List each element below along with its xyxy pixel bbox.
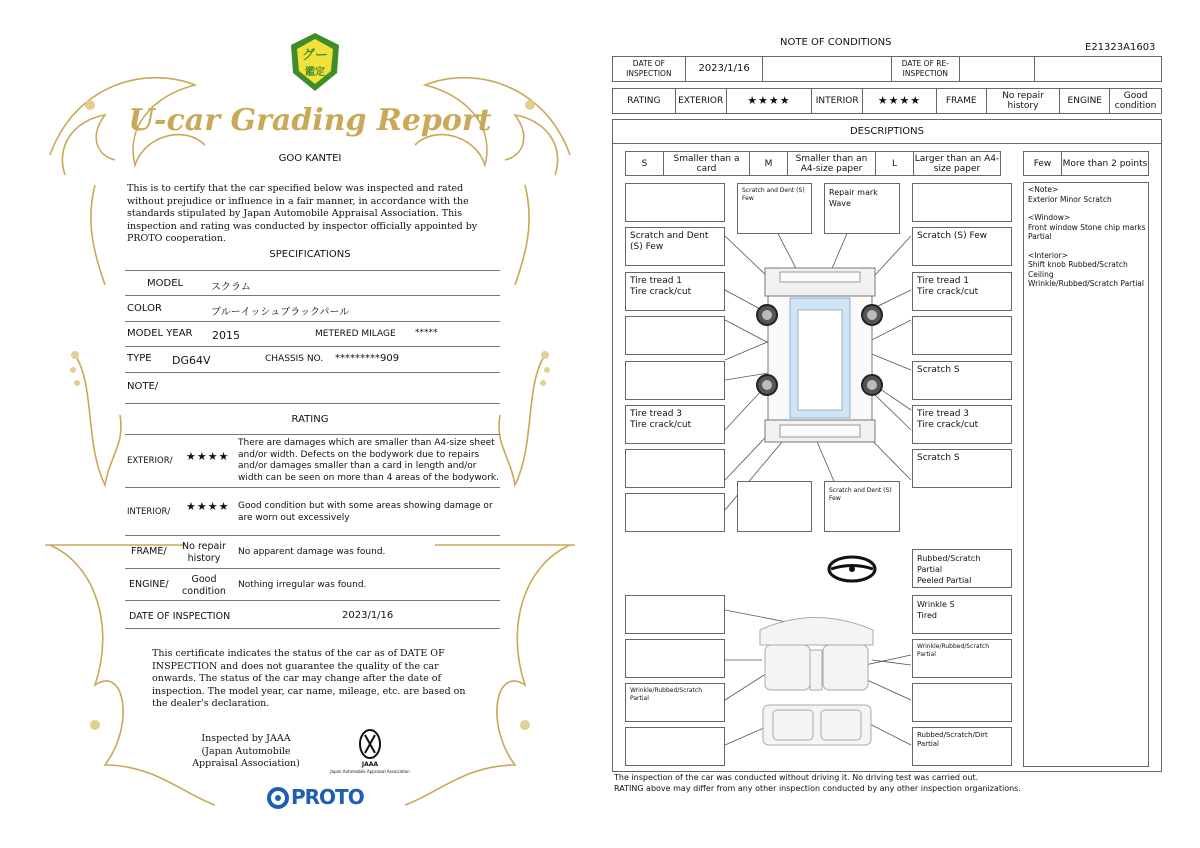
proto-logo <box>267 785 367 811</box>
annotation-text: Tire tread 1 <box>917 276 970 286</box>
annotation-box-empty <box>625 361 725 400</box>
engine-label: ENGINE/ <box>129 579 169 590</box>
model-year-value: 2015 <box>212 329 240 342</box>
annotation-box-empty <box>625 493 725 532</box>
descriptions-heading: DESCRIPTIONS <box>849 126 925 137</box>
interior-label: INTERIOR/ <box>127 507 171 517</box>
legend-few: Few <box>1024 152 1062 175</box>
exterior-description: There are damages which are smaller than A4-size sheet and/or width. Defects on the bodywork due to repairs and/or damages smaller than a card in length and/or width can be seen on more than 4 areas of the bodywork. <box>238 438 499 483</box>
date-row <box>612 56 1162 82</box>
annotation-text: Rubbed/Scratch/Dirt Partial <box>917 731 988 748</box>
annotation-box-right-6 <box>912 405 1012 444</box>
metered-milage-label: METERED MILAGE <box>315 329 396 339</box>
intro-paragraph: This is to certify that the car specified below was inspected and rated without prejudice or influence in a fair manner, in accordance with the standards stipulated by Japan Automobile Appraisal Association. This inspection and rating was conducted by inspector officially appointed by PROTO cooperation. <box>127 183 478 244</box>
note-of-conditions-heading: NOTE OF CONDITIONS <box>780 37 892 48</box>
exterior-stars: ★★★★ <box>186 450 230 463</box>
annotation-text: Scratch S <box>917 365 960 375</box>
legend-s: S <box>626 152 664 175</box>
annotation-text: Tire crack/cut <box>630 287 692 297</box>
engine-label: ENGINE <box>1060 89 1110 113</box>
frame-value: No repair history <box>182 541 226 564</box>
date-of-inspection-value: 2023/1/16 <box>342 610 394 621</box>
annotation-text: Tire tread 3 <box>630 409 683 419</box>
footer-note-2: RATING above may differ from any other inspection conducted by any other inspection organizations. <box>614 784 1021 793</box>
steering-wheel-icon <box>826 554 878 584</box>
interior-label: INTERIOR <box>812 89 863 113</box>
annotation-text: Wrinkle/Rubbed/Scratch Partial <box>917 643 989 658</box>
annotation-box-empty <box>912 683 1012 722</box>
frame-label: FRAME <box>937 89 987 113</box>
annotation-text: Scratch and Dent (S) Few <box>742 187 805 202</box>
report-title: U-car Grading Report <box>128 103 492 138</box>
interior-description: Good condition but with some areas showing damage or are worn out excessively <box>238 501 493 523</box>
annotation-box-empty <box>625 595 725 634</box>
note-heading: <Note> <box>1028 185 1059 194</box>
annotation-box-empty <box>625 727 725 766</box>
jaaa-caption: Japan Automobile Appraisal Association <box>330 769 410 774</box>
inspected-by: Inspected by JAAA (Japan Automobile Appraisal Association) <box>192 733 300 769</box>
annotation-box-right-3 <box>912 272 1012 311</box>
annotation-box-top-center-left <box>737 183 812 234</box>
note-line: Exterior Minor Scratch <box>1028 194 1112 204</box>
interior-line: Wrinkle/Rubbed/Scratch Partial <box>1028 279 1144 288</box>
annotation-text: Scratch and Dent (S) Few <box>630 231 709 252</box>
annotation-box-left-6 <box>625 405 725 444</box>
legend-s-text: Smaller than a card <box>664 152 750 175</box>
frame-label: FRAME/ <box>131 546 167 557</box>
legend-m: M <box>750 152 788 175</box>
engine-value: Good condition <box>1114 91 1157 111</box>
frame-value: No repair history <box>987 89 1061 113</box>
metered-milage-value: ***** <box>415 328 438 338</box>
annotation-box-empty <box>912 183 1012 222</box>
legend-few-text: More than 2 points <box>1062 158 1148 169</box>
annotation-box-left-3 <box>625 272 725 311</box>
date-of-inspection-value: 2023/1/16 <box>686 57 764 81</box>
blank-cell <box>1035 57 1161 81</box>
notes-box <box>1023 182 1149 767</box>
badge-line2: 鑑定 <box>305 67 325 78</box>
date-of-inspection-label: DATE OF INSPECTION <box>613 57 686 81</box>
annotation-text: Wrinkle S <box>917 600 955 609</box>
certificate-panel <box>35 25 585 825</box>
size-legend <box>625 151 1001 176</box>
annotation-box-bottom-center-right <box>824 481 900 532</box>
few-legend <box>1023 151 1149 176</box>
goo-kantei-badge <box>287 31 343 93</box>
annotation-text: Repair mark Wave <box>829 188 878 208</box>
engine-value: Good condition <box>182 574 226 597</box>
legend-m-text: Smaller than an A4-size paper <box>788 152 876 175</box>
exterior-label: EXTERIOR <box>676 89 727 113</box>
model-value: スクラム <box>211 282 251 293</box>
annotation-box-empty <box>625 449 725 488</box>
annotation-text: Tire crack/cut <box>630 420 692 430</box>
annotation-box-int-right-1 <box>912 595 1012 634</box>
annotation-text: Rubbed/Scratch Partial <box>917 554 981 574</box>
exterior-stars: ★★★★ <box>727 89 813 113</box>
badge-line1: グー <box>301 48 328 63</box>
annotation-box-wheel <box>912 549 1012 588</box>
window-line: Front window Stone chip marks Partial <box>1028 222 1146 241</box>
legend-l: L <box>876 152 914 175</box>
date-of-reinspection-label: DATE OF RE-INSPECTION <box>892 57 960 81</box>
engine-description: Nothing irregular was found. <box>238 580 367 590</box>
annotation-text: Tired <box>917 611 937 620</box>
frame-description: No apparent damage was found. <box>238 547 386 557</box>
annotation-text: Peeled Partial <box>917 576 972 585</box>
type-value: DG64V <box>172 354 211 367</box>
annotation-box-empty <box>912 316 1012 355</box>
jaaa-logo <box>330 727 410 775</box>
annotation-text: Tire crack/cut <box>917 420 979 430</box>
annotation-text: Tire crack/cut <box>917 287 979 297</box>
annotation-box-empty <box>625 316 725 355</box>
report-subtitle: GOO KANTEI <box>278 153 342 164</box>
interior-stars: ★★★★ <box>186 500 230 513</box>
window-heading: <Window> <box>1028 213 1071 222</box>
specifications-heading: SPECIFICATIONS <box>269 249 351 260</box>
model-year-label: MODEL YEAR <box>127 328 193 339</box>
annotation-text: Wrinkle/Rubbed/Scratch Partial <box>630 687 702 702</box>
annotation-box-right-2 <box>912 227 1012 266</box>
interior-stars: ★★★★ <box>863 89 937 113</box>
footer-disclaimer: This certificate indicates the status of the car as of DATE OF INSPECTION and does not guarantee the quality of the car onwards. The status of the car may change after the date of inspection. The model year, car name, mileage, etc. are based on the dealer's declaration. <box>152 648 466 709</box>
exterior-label: EXTERIOR/ <box>127 456 173 466</box>
chassis-value: *********909 <box>335 353 400 364</box>
blank-cell <box>763 57 892 81</box>
rating-label: RATING <box>613 89 676 113</box>
annotation-text: Scratch S <box>917 453 960 463</box>
type-label: TYPE <box>127 353 152 364</box>
annotation-box-int-left-3 <box>625 683 725 722</box>
interior-line: Ceiling <box>1028 269 1054 279</box>
annotation-box-empty <box>737 481 812 532</box>
annotation-box-empty <box>625 183 725 222</box>
annotation-box-right-5 <box>912 361 1012 400</box>
document-id: E21323A1603 <box>1085 42 1156 53</box>
color-value: ブルーイッシュブラックパール <box>211 307 350 318</box>
rating-heading: RATING <box>291 414 329 425</box>
annotation-text: Tire tread 1 <box>630 276 683 286</box>
reinspection-value-cell <box>960 57 1036 81</box>
note-label: NOTE/ <box>127 381 159 392</box>
interior-heading: <Interior> <box>1028 250 1068 260</box>
model-label: MODEL <box>147 278 184 289</box>
rating-row <box>612 88 1162 114</box>
annotation-box-empty <box>625 639 725 678</box>
annotation-text: Tire tread 3 <box>917 409 970 419</box>
annotation-box-left-2 <box>625 227 725 266</box>
annotation-box-right-7 <box>912 449 1012 488</box>
date-of-inspection-label: DATE OF INSPECTION <box>129 611 231 622</box>
vehicle-exterior-diagram <box>750 260 890 460</box>
annotation-text: Scratch and Dent (S) Few <box>829 487 892 502</box>
footer-note-1: The inspection of the car was conducted without driving it. No driving test was carried out. <box>614 773 979 782</box>
annotation-text: Scratch (S) Few <box>917 231 988 241</box>
legend-l-text: Larger than an A4-size paper <box>914 153 1000 174</box>
chassis-label: CHASSIS NO. <box>265 354 324 364</box>
annotation-box-int-right-4 <box>912 727 1012 766</box>
color-label: COLOR <box>127 303 162 314</box>
interior-line: Shift knob Rubbed/Scratch <box>1028 260 1128 269</box>
annotation-box-top-center-right <box>824 183 900 234</box>
vehicle-interior-diagram <box>755 610 880 755</box>
proto-logo-text: PROTO <box>291 785 364 809</box>
annotation-box-int-right-2 <box>912 639 1012 678</box>
jaaa-logo-text: JAAA <box>361 761 379 768</box>
